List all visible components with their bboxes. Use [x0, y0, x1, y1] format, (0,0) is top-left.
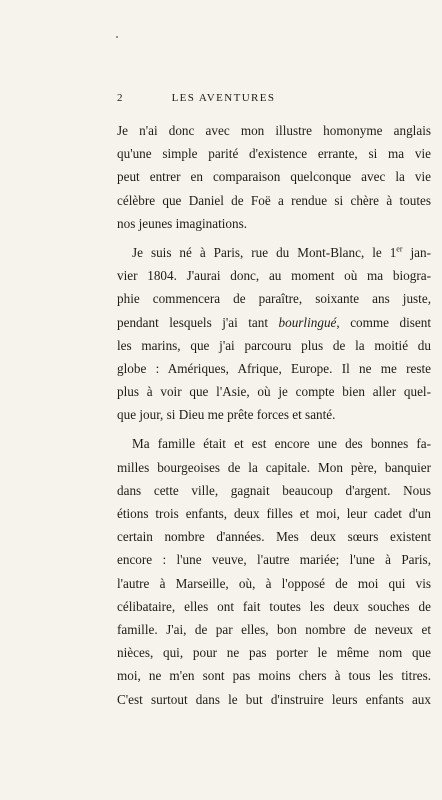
text-line: que jour, si Dieu me prête forces et santé. [117, 407, 336, 423]
text-line: plus à voir que l'Asie, où je compte bien aller quel- [117, 384, 431, 400]
text-line: nos jeunes imaginations. [117, 215, 248, 231]
text-line: Ma famille était et est encore une des bonnes fa- [132, 436, 431, 452]
text-line: célèbre que Daniel de Foë a rendue si chère à toutes [117, 192, 431, 208]
text-line: certain nombre d'années. Mes deux sœurs existent [117, 529, 431, 545]
text-line: qu'une simple parité d'existence errante, si ma vie [117, 146, 431, 162]
text-line: globe : Amériques, Afrique, Europe. Il ne me reste [117, 360, 431, 376]
page-number: 2 [117, 92, 124, 104]
body-text [117, 119, 431, 711]
running-head [117, 92, 330, 110]
text-line: nièces, qui, pour ne pas porter le même nom que [117, 645, 431, 661]
text-line: C'est surtout dans le but d'instruire leurs enfants aux [117, 691, 431, 707]
page-speck [116, 36, 118, 38]
text-line: encore : l'une veuve, l'autre mariée; l'une à Paris, [117, 552, 431, 568]
text-line: Je suis né à Paris, rue du Mont-Blanc, le 1er jan- [132, 244, 431, 260]
text-line: les marins, que j'ai parcouru plus de la moitié du [117, 337, 431, 353]
text-line: moi, ne m'en sont pas moins chers à tous les titres. [117, 668, 431, 684]
text-line: milles bourgeoises de la capitale. Mon père, banquier [117, 459, 431, 475]
running-title: LES AVENTURES [171, 92, 276, 104]
text-line: pendant lesquels j'ai tant bourlingué, comme disent [117, 314, 431, 330]
text-line: vier 1804. J'aurai donc, au moment où ma biogra- [117, 268, 431, 284]
text-line: étions trois enfants, deux filles et moi, leur cadet d'un [117, 506, 431, 521]
text-line: phie commencera de paraître, soixante ans juste, [117, 291, 431, 307]
text-line: dans cette ville, gagnait beaucoup d'argent. Nous [117, 482, 431, 498]
text-line: célibataire, elles ont fait toutes les deux souches de [117, 598, 431, 614]
text-line: l'autre à Marseille, où, à l'opposé de moi qui vis [117, 575, 431, 591]
text-line: famille. J'ai, de par elles, bon nombre de neveux et [117, 621, 431, 637]
text-line: peut entrer en comparaison quelconque avec la vie [117, 169, 431, 185]
text-line: Je n'ai donc avec mon illustre homonyme anglais [117, 123, 431, 138]
